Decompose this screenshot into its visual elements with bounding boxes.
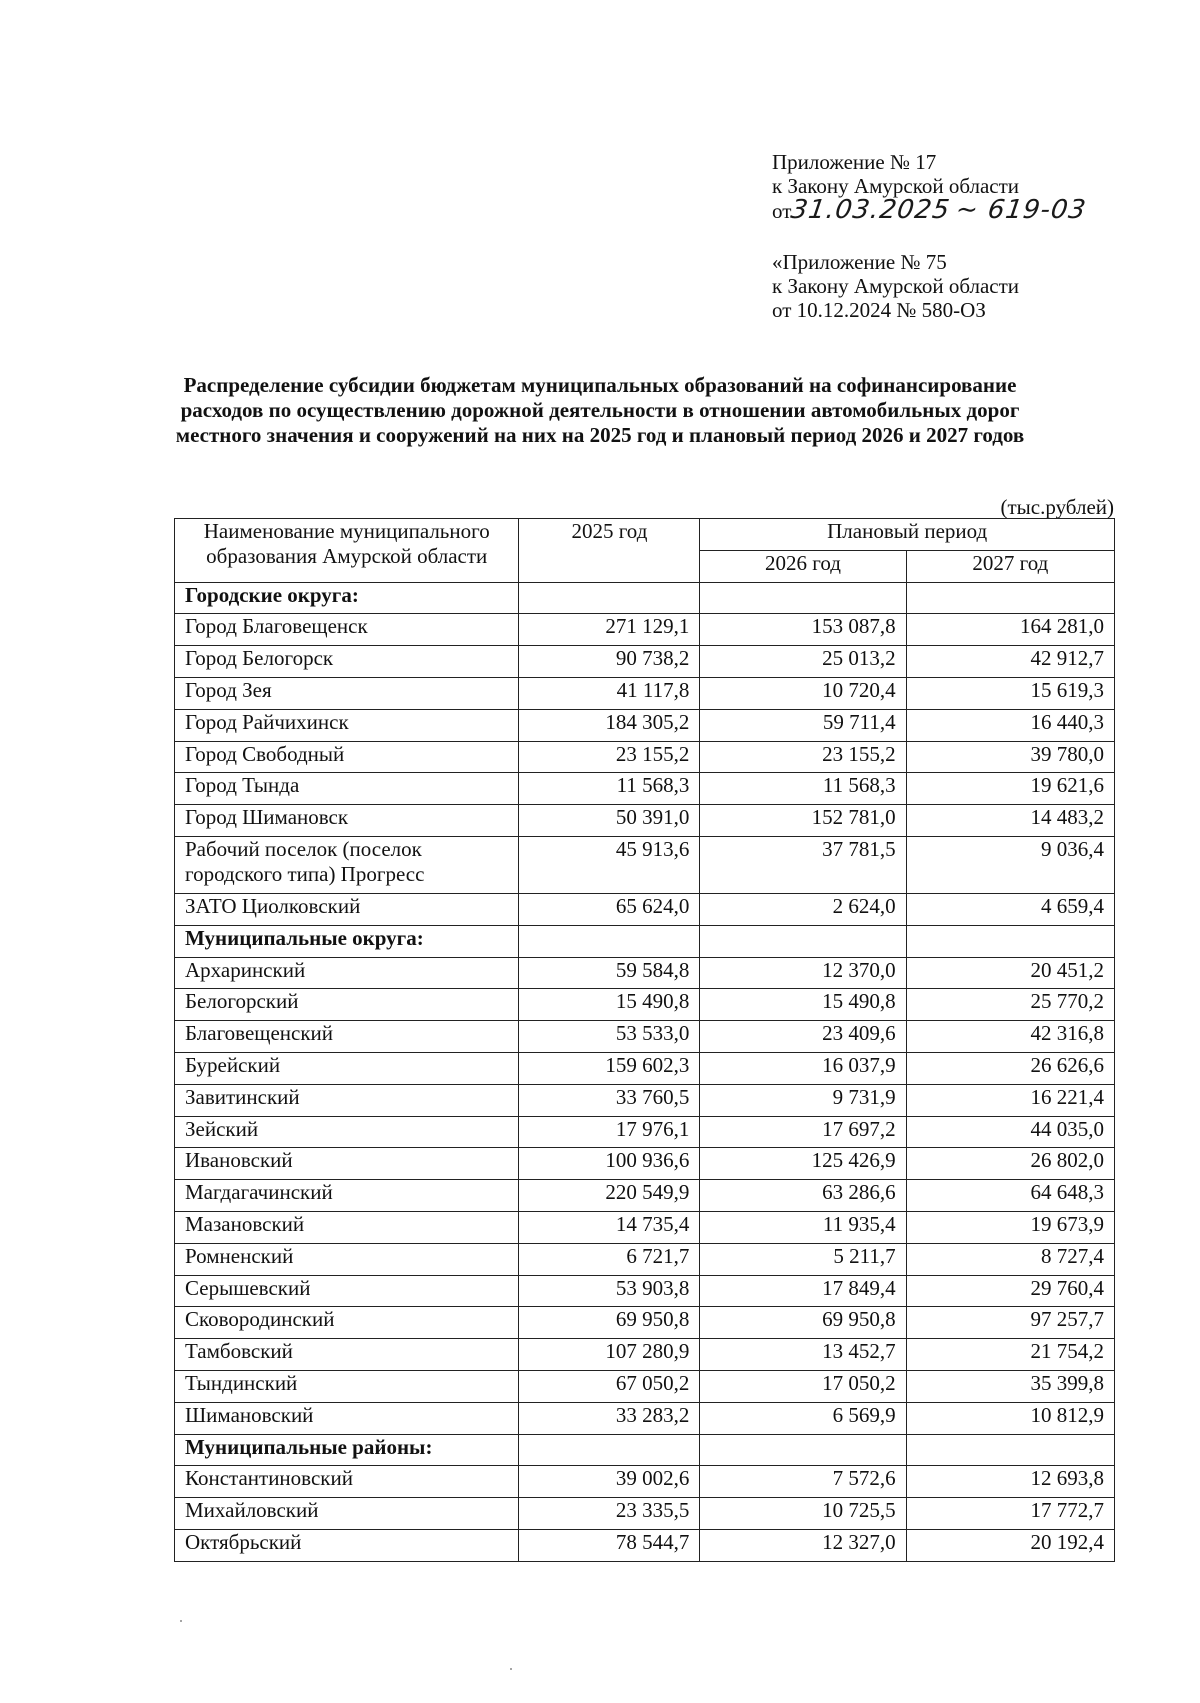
cell-2026: 17 697,2 [700,1116,906,1148]
table-row [175,1180,1115,1212]
cell-2027: 164 281,0 [906,614,1114,646]
cell-2026: 16 037,9 [700,1052,906,1084]
cell-2027: 17 772,7 [906,1498,1114,1530]
cell-2026: 12 370,0 [700,957,906,989]
cell-2025: 15 490,8 [519,989,700,1021]
cell-2025: 45 913,6 [519,836,700,893]
table-row [175,709,1115,741]
cell-2025: 14 735,4 [519,1211,700,1243]
cell-2026: 10 725,5 [700,1498,906,1530]
cell-name: Сковородинский [175,1307,519,1339]
cell-2026: 9 731,9 [700,1084,906,1116]
cell-2026: 153 087,8 [700,614,906,646]
cell-2026: 17 050,2 [700,1370,906,1402]
cell-name: Бурейский [175,1052,519,1084]
cell-2025: 220 549,9 [519,1180,700,1212]
table-row [175,893,1115,925]
cell-name: Город Райчихинск [175,709,519,741]
cell-2025: 23 335,5 [519,1498,700,1530]
cell-name: Серышевский [175,1275,519,1307]
empty-cell [519,582,700,614]
cell-2025: 78 544,7 [519,1529,700,1561]
table-row [175,1307,1115,1339]
units-label: (тыс.рублей) [1000,495,1114,519]
annex-number: Приложение № 17 [772,150,937,174]
cell-2026: 23 155,2 [700,741,906,773]
cell-name: Архаринский [175,957,519,989]
cell-2025: 65 624,0 [519,893,700,925]
cell-2027: 25 770,2 [906,989,1114,1021]
table-row [175,741,1115,773]
cell-2025: 33 283,2 [519,1402,700,1434]
cell-2025: 23 155,2 [519,741,700,773]
cell-2026: 15 490,8 [700,989,906,1021]
cell-2027: 42 316,8 [906,1021,1114,1053]
empty-cell [906,925,1114,957]
cell-2026: 2 624,0 [700,893,906,925]
cell-name: Константиновский [175,1466,519,1498]
cell-2025: 271 129,1 [519,614,700,646]
cell-2025: 17 976,1 [519,1116,700,1148]
empty-cell [700,925,906,957]
cell-2027: 39 780,0 [906,741,1114,773]
cell-name: Белогорский [175,989,519,1021]
cell-name: Магдагачинский [175,1180,519,1212]
empty-cell [519,925,700,957]
cell-2027: 20 192,4 [906,1529,1114,1561]
section-row [175,925,1115,957]
cell-2027: 4 659,4 [906,893,1114,925]
cell-2026: 5 211,7 [700,1243,906,1275]
cell-name: Михайловский [175,1498,519,1530]
section-title: Муниципальные районы: [175,1434,519,1466]
cell-2025: 67 050,2 [519,1370,700,1402]
cell-name: Зейский [175,1116,519,1148]
table-row [175,1402,1115,1434]
cell-2026: 6 569,9 [700,1402,906,1434]
cell-2027: 42 912,7 [906,646,1114,678]
cell-2026: 63 286,6 [700,1180,906,1212]
header-2025: 2025 год [519,519,700,583]
cell-name: Ромненский [175,1243,519,1275]
table-row [175,1498,1115,1530]
table-row [175,1243,1115,1275]
cell-2027: 64 648,3 [906,1180,1114,1212]
cell-name: Рабочий поселок (поселок городского типа) Прогресс [175,836,519,893]
cell-2026: 11 568,3 [700,773,906,805]
cell-name: Ивановский [175,1148,519,1180]
empty-cell [700,582,906,614]
cell-2027: 19 673,9 [906,1211,1114,1243]
empty-cell [519,1434,700,1466]
handwritten-date: 31.03.2025 [789,195,953,225]
cell-2026: 11 935,4 [700,1211,906,1243]
table-row [175,614,1115,646]
table-row [175,773,1115,805]
cell-2026: 10 720,4 [700,677,906,709]
empty-cell [700,1434,906,1466]
cell-2025: 107 280,9 [519,1339,700,1371]
cell-2027: 16 440,3 [906,709,1114,741]
cell-2026: 25 013,2 [700,646,906,678]
handwritten-number: ~ 619-03 [953,195,1088,225]
cell-2027: 44 035,0 [906,1116,1114,1148]
table-row [175,1084,1115,1116]
scan-speck [180,1620,182,1622]
cell-2025: 90 738,2 [519,646,700,678]
cell-2025: 69 950,8 [519,1307,700,1339]
table-row [175,1148,1115,1180]
prior-annex-law-ref: к Закону Амурской области [772,274,1020,298]
annex-date-prefix: от [772,199,792,223]
cell-name: Шимановский [175,1402,519,1434]
table-row [175,805,1115,837]
cell-2025: 100 936,6 [519,1148,700,1180]
header-2026: 2026 год [700,550,906,582]
cell-2027: 8 727,4 [906,1243,1114,1275]
table-row [175,677,1115,709]
cell-2026: 37 781,5 [700,836,906,893]
table-row [175,1211,1115,1243]
cell-2025: 50 391,0 [519,805,700,837]
section-title: Городские округа: [175,582,519,614]
table-row [175,1275,1115,1307]
cell-name: Мазановский [175,1211,519,1243]
cell-2027: 97 257,7 [906,1307,1114,1339]
cell-2027: 9 036,4 [906,836,1114,893]
table-body [175,582,1115,1561]
cell-name: Тындинский [175,1370,519,1402]
cell-name: Город Тында [175,773,519,805]
cell-name: ЗАТО Циолковский [175,893,519,925]
annex-block [772,150,1086,223]
table-row [175,989,1115,1021]
cell-2027: 16 221,4 [906,1084,1114,1116]
table-row [175,836,1115,893]
cell-2026: 13 452,7 [700,1339,906,1371]
cell-2026: 125 426,9 [700,1148,906,1180]
table-row [175,1021,1115,1053]
cell-2026: 59 711,4 [700,709,906,741]
cell-2026: 69 950,8 [700,1307,906,1339]
section-row [175,1434,1115,1466]
cell-name: Город Зея [175,677,519,709]
header-name: Наименование муниципального образования Амурской области [175,519,519,583]
table-row [175,1116,1115,1148]
cell-2025: 39 002,6 [519,1466,700,1498]
cell-2026: 12 327,0 [700,1529,906,1561]
cell-name: Благовещенский [175,1021,519,1053]
cell-2027: 19 621,6 [906,773,1114,805]
table-row [175,1529,1115,1561]
scan-speck [510,1668,512,1670]
prior-annex-block [772,250,1019,322]
cell-name: Город Белогорск [175,646,519,678]
annex-law-ref: к Закону Амурской области [772,174,1020,198]
cell-name: Город Свободный [175,741,519,773]
cell-2025: 11 568,3 [519,773,700,805]
cell-name: Город Благовещенск [175,614,519,646]
cell-name: Тамбовский [175,1339,519,1371]
cell-2025: 53 533,0 [519,1021,700,1053]
cell-2027: 14 483,2 [906,805,1114,837]
cell-2025: 159 602,3 [519,1052,700,1084]
table-row [175,1466,1115,1498]
empty-cell [906,582,1114,614]
cell-2027: 29 760,4 [906,1275,1114,1307]
cell-2025: 184 305,2 [519,709,700,741]
cell-name: Город Шимановск [175,805,519,837]
cell-2025: 41 117,8 [519,677,700,709]
cell-2027: 15 619,3 [906,677,1114,709]
table-row [175,646,1115,678]
cell-2027: 26 626,6 [906,1052,1114,1084]
cell-2027: 20 451,2 [906,957,1114,989]
table-row [175,1370,1115,1402]
header-planned-period: Плановый период [700,519,1115,551]
cell-2026: 17 849,4 [700,1275,906,1307]
table-row [175,1052,1115,1084]
document-title: Распределение субсидии бюджетам муниципальных образований на софинансирование расходов по осуществлению дорожной деятельности в отношении автомобильных дорог местного значения и сооружений на них на 2025 год и плановый период 2026 и 2027 годов [175,373,1025,447]
cell-2025: 59 584,8 [519,957,700,989]
cell-2027: 21 754,2 [906,1339,1114,1371]
prior-annex-date: от 10.12.2024 № 580-ОЗ [772,298,986,322]
prior-annex-number: «Приложение № 75 [772,250,947,274]
subsidy-table [174,518,1115,1562]
cell-2026: 23 409,6 [700,1021,906,1053]
empty-cell [906,1434,1114,1466]
cell-2026: 7 572,6 [700,1466,906,1498]
cell-2025: 53 903,8 [519,1275,700,1307]
table-row [175,1339,1115,1371]
section-row [175,582,1115,614]
cell-2027: 10 812,9 [906,1402,1114,1434]
cell-2025: 6 721,7 [519,1243,700,1275]
table-row [175,957,1115,989]
cell-2025: 33 760,5 [519,1084,700,1116]
cell-2027: 12 693,8 [906,1466,1114,1498]
header-2027: 2027 год [906,550,1114,582]
cell-2027: 35 399,8 [906,1370,1114,1402]
section-title: Муниципальные округа: [175,925,519,957]
annex-date-line [772,195,1088,225]
cell-2026: 152 781,0 [700,805,906,837]
cell-name: Октябрьский [175,1529,519,1561]
cell-2027: 26 802,0 [906,1148,1114,1180]
cell-name: Завитинский [175,1084,519,1116]
